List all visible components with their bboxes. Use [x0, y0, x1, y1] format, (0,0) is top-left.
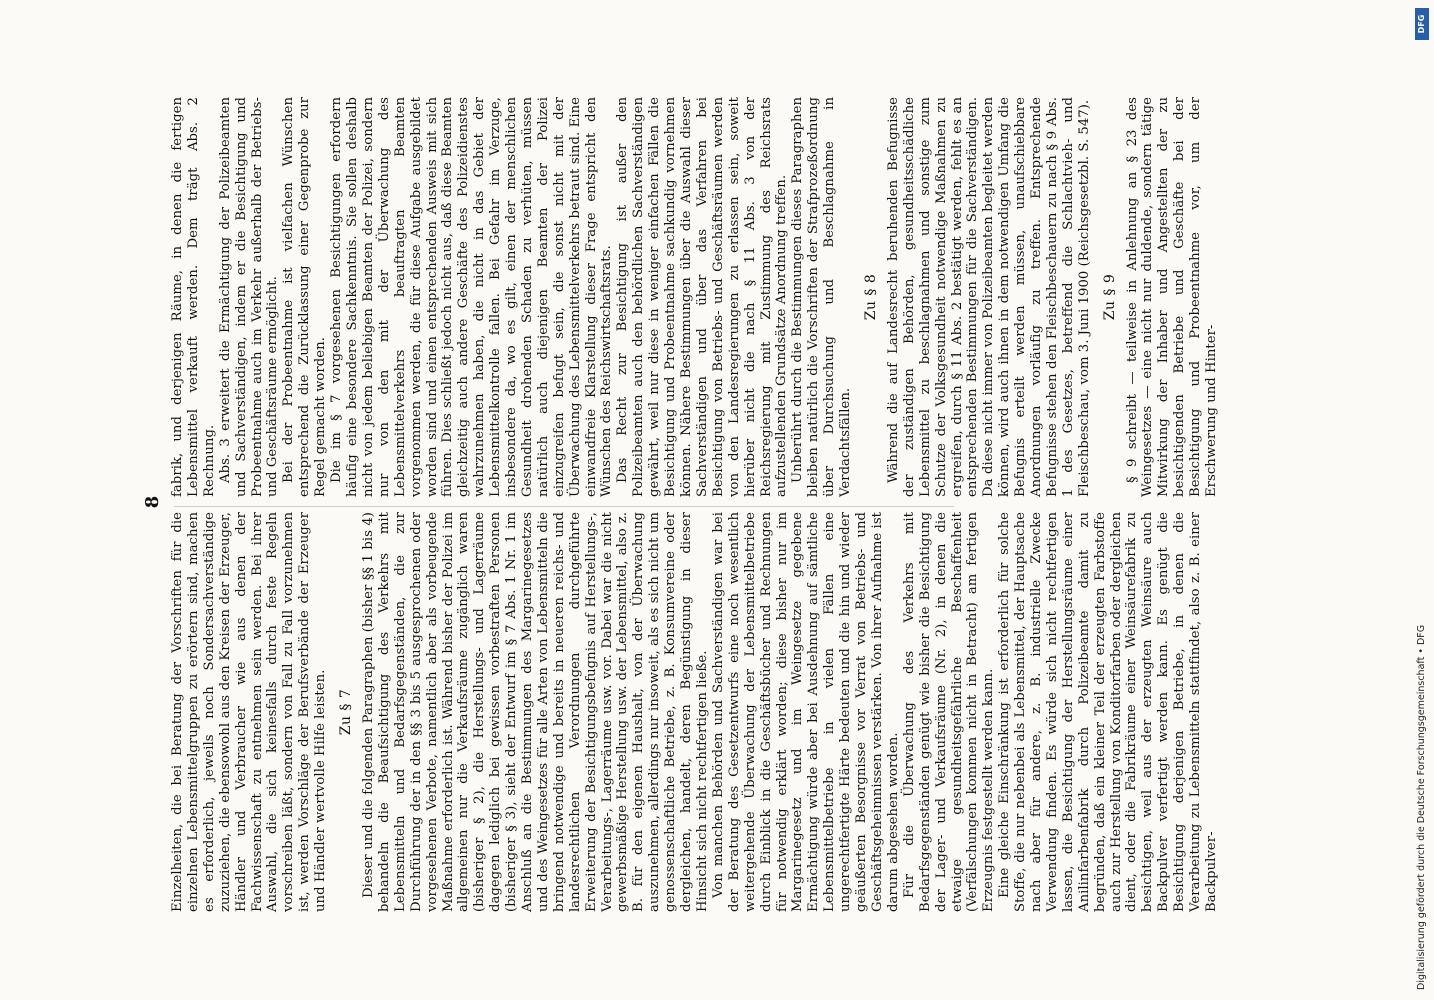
digitization-note [1414, 0, 1430, 1000]
right-text-column [170, 97, 1220, 497]
left-text-column [170, 512, 1220, 912]
paragraph: Die im § 7 vorgesehenen Besichtigungen erfordern häufig eine besondere Sachkenntnis. Sie sollen deshalb nicht von jedem beliebigen Beamten der Polizei, sondern nur von den mit der Überwachung des Lebensmittelverkehrs beauftragten Beamten vorgenommen werden, die für diese Aufgabe ausgebildet worden sind und einen entsprechenden Ausweis mit sich führen. Dies schließt jedoch nicht aus, daß diese Beamten gleichzeitig auch andere Geschäfte des Polizeidienstes wahrzunehmen haben, die nicht in das Gebiet der Lebensmittelkontrolle fallen. Bei Gefahr im Verzuge, insbesondere da, wo es gilt, einen der menschlichen Gesundheit drohenden Schaden zu verhüten, müssen natürlich auch diejenigen Beamten der Polizei einzugreifen befugt sein, die sonst nicht mit der Überwachung des Lebensmittelverkehrs betraut sind. Eine einwandfreie Klarstellung dieser Frage entspricht den Wünschen des Reichswirtschaftsrats. [329, 97, 615, 497]
paragraph: Für die Überwachung des Verkehrs mit Bedarfsgegenständen genügt wie bisher die Besichtigung der Lager- und Verkaufsräume (Nr. 2), in denen die etwaige gesundheitsgefährliche Beschaffenheit (Verfälschungen kommen nicht in Betracht) am fertigen Erzeugnis festgestellt werden kann. [901, 512, 997, 912]
paragraph: Das Recht zur Besichtigung ist außer den Polizeibeamten auch den behördlichen Sachverständigen gewährt, weil nur diese in weniger einfachen Fällen die Besichtigung und Probeentnahme sachkundig vornehmen können. Nähere Bestimmungen über die Auswahl dieser Sachverständigen und über das Verfahren bei Besichtigung von Betriebs- und Geschäftsräumen werden von den Landesregierungen zu erlassen sein, soweit hierüber nicht die nach § 11 Abs. 3 von der Reichsregierung mit Zustimmung des Reichsrats aufzustellenden Grundsätze Anordnung treffen. [615, 97, 790, 497]
paragraph: Abs. 3 erweitert die Ermächtigung der Polizeibeamten und Sachverständigen, indem er die Besichtigung und Probeentnahme auch im Verkehr außerhalb der Betriebs- und Geschäftsräume ermöglicht. [217, 97, 281, 497]
section-heading: Zu § 8 [862, 273, 879, 321]
paragraph: Eine gleiche Einschränkung ist erforderlich für solche Stoffe, die nur nebenbei als Lebensmittel, der Hauptsache nach aber für andere, z. B. industrielle Zwecke Verwendung finden. Es würde sich nicht rechtfertigen lassen, die Besichtigung der Herstellungsräume einer Anilinfarbenfabrik durch Polizeibeamte damit zu begründen, daß ein kleiner Teil der erzeugten Farbstoffe auch zur Herstellung von Konditorfarben oder dergleichen dient, oder die Fabrikräume einer Weinsäurefabrik zu besichtigen, weil aus der erzeugten Weinsäure auch Backpulver verfertigt werden kann. Es genügt die Besichtigung derjenigen Betriebe, in denen die Verarbeitung zu Lebensmitteln stattfindet, also z. B. einer Backpulver- [997, 512, 1219, 912]
digitization-note-text: Digitalisierung gefördert durch die Deutsche Forschungsgemeinschaft • DFG [1416, 624, 1427, 990]
paragraph: Dieser und die folgenden Paragraphen (bisher §§ 1 bis 4) behandeln die Beaufsichtigung des Verkehrs mit Lebensmitteln und Bedarfsgegenständen, die zur Durchführung der in den §§ 3 bis 5 ausgesprochenen oder vorgesehenen Verbote, namentlich aber als vorbeugende Maßnahme erforderlich ist. Während bisher der Polizei im allgemeinen nur die Verkaufsräume zugänglich waren (bisheriger § 2), die Herstellungs- und Lagerräume dagegen lediglich bei gewissen vorbestraften Personen (bisheriger § 3), sieht der Entwurf im § 7 Abs. 1 Nr. 1 im Anschluß an die Bestimmungen des Margarinegesetzes und des Weingesetzes für alle Arten von Lebensmitteln die bringend notwendige und bereits in neueren reichs- und landesrechtlichen Verordnungen durchgeführte Erweiterung der Besichtigungsbefugnis auf Herstellungs-, Verarbeitungs-, Lagerräume usw. vor. Dabei war die nicht gewerbsmäßige Herstellung usw. der Lebensmittel, also z. B. für den eigenen Haushalt, von der Überwachung auszunehmen, allerdings nur insoweit, als es sich nicht um genossenschaftliche Betriebe, z. B. Konsumvereine oder dergleichen, handelt, deren Begünstigung in dieser Hinsicht sich nicht rechtfertigen ließe. [360, 512, 710, 912]
page-number: 8 [142, 495, 163, 509]
paragraph: Bei der Probeentnahme ist vielfachen Wünschen entsprechend die Zurücklassung einer Gegenprobe zur Regel gemacht worden. [281, 97, 329, 497]
paragraph: fabrik, und derjenigen Räume, in denen die fertigen Lebensmittel verkauft werden. Dem trägt Abs. 2 Rechnung. [170, 97, 217, 497]
paragraph: § 9 schreibt — teilweise in Anlehnung an § 23 des Weingesetzes — eine nicht nur duldende, sondern tätige Mitwirkung der Inhaber und Angestellten der zu besichtigenden Betriebe und Geschäfte bei der Besichtigung und Probeentnahme vor, um der Erschwerung und Hinter- [1124, 97, 1220, 497]
paragraph: Von manchen Behörden und Sachverständigen war bei der Beratung des Gesetzentwurfs eine noch wesentlich weitergehende Überwachung der Lebensmittelbetriebe durch Einblick in die Geschäftsbücher und Rechnungen für notwendig erklärt worden; diese bisher nur im Margarinegesetz und im Weingesetze gegebene Ermächtigung würde aber bei Ausdehnung auf sämtliche Lebensmittelbetriebe in vielen Fällen eine ungerechtfertigte Härte bedeuten und die hin und wieder geäußerten Besorgnisse vor Verrat von Betriebs- und Geschäftsgeheimnissen verstärken. Von ihrer Aufnahme ist darum abgesehen worden. [710, 512, 901, 912]
dfg-logo [1415, 8, 1429, 40]
paragraph: Während die auf Landesrecht beruhenden Befugnisse der zuständigen Behörden, gesundheitsschädliche Lebensmittel zu beschlagnahmen und sonstige zum Schutze der Volksgesundheit notwendige Maßnahmen zu ergreifen, durch § 11 Abs. 2 bestätigt werden, fehlt es an entsprechenden Bestimmungen für die Sachverständigen. Da diese nicht immer von Polizeibeamten begleitet werden können, wird auch ihnen in dem notwendigen Umfang die Befugnis erteilt werden müssen, unaufschiebbare Anordnungen vorläufig zu treffen. Entsprechende Befugnisse stehen den Fleischbeschauern zu nach § 9 Abs. 1 des Gesetzes, betreffend die Schlachtvieh- und Fleischbeschau, vom 3. Juni 1900 (Reichsgesetzbl. S. 547). [885, 97, 1092, 497]
paragraph: Einzelheiten, die bei Beratung der Vorschriften für die einzelnen Lebensmittelgruppen zu erörtern sind, machen es erforderlich, jeweils noch Sondersachverständige zuzuziehen, die ebensowohl aus den Kreisen der Erzeuger, Händler und Verbraucher wie aus denen der Fachwissenschaft zu entnehmen sein werden. Bei ihrer Auswahl, die sich keinesfalls durch feste Regeln vorschreiben läßt, sondern von Fall zu Fall vorzunehmen ist, werden Vorschläge der Berufsverbände der Erzeuger und Händler wertvolle Hilfe leisten. [170, 512, 329, 912]
dfg-logo-text: DFG [1417, 14, 1426, 34]
section-heading: Zu § 7 [338, 688, 355, 736]
column-divider [174, 506, 954, 507]
paragraph: Unberührt durch die Bestimmungen dieses Paragraphen bleiben natürlich die Vorschriften der Strafprozeßordnung über Durchsuchung und Beschlagnahme in Verdachtsfällen. [790, 97, 854, 497]
rotated-page-content [140, 92, 1290, 912]
section-heading: Zu § 9 [1101, 273, 1118, 321]
